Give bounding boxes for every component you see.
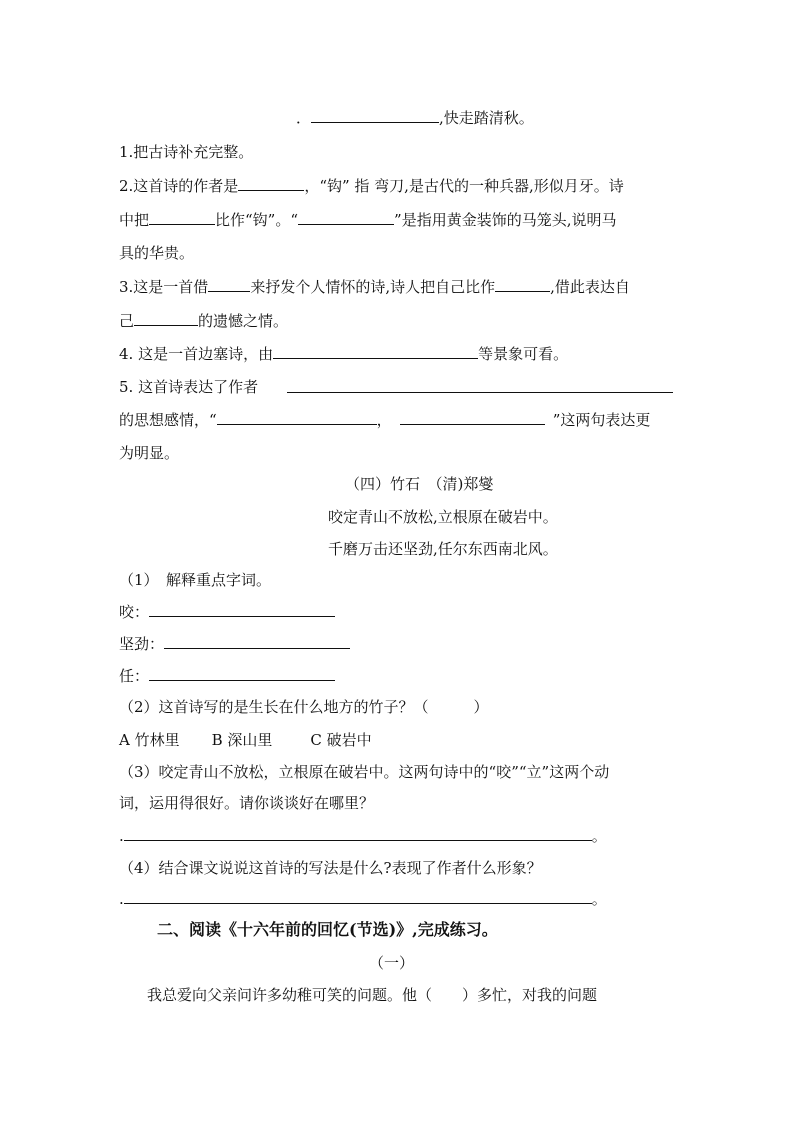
poem-line-1: 咬定青山不放松,立根原在破岩中。 (328, 508, 558, 526)
question-1: 1.把古诗补充完整。 (119, 143, 254, 161)
question-4: 4. 这是一首边塞诗，由 等景象可看。 (119, 345, 569, 363)
question-3: 3.这是一首借 来抒发个人情怀的诗,诗人把自己比作 ,借此表达自 (119, 278, 630, 296)
word-yao: 咬： (119, 602, 335, 622)
blank[interactable] (217, 410, 377, 425)
sub-question-2: （2）这首诗写的是生长在什么地方的竹子？（ ） (119, 698, 489, 716)
blank[interactable] (298, 210, 394, 225)
question-2-cont: 中把 比作“钩”。“ ”是指用黄金装饰的马笼头,说明马 (119, 211, 617, 229)
blank[interactable] (149, 602, 335, 617)
blank[interactable] (238, 176, 304, 191)
blank[interactable] (164, 634, 350, 649)
choice-b[interactable]: B 深山里 (211, 731, 273, 749)
passage-text: 我总爱向父亲问许多幼稚可笑的问题。他（ ）多忙，对我的问题 (147, 986, 598, 1004)
passage-number: （一） (369, 954, 415, 972)
blank[interactable] (124, 826, 592, 841)
blank[interactable] (400, 410, 545, 425)
question-5-end: 为明显。 (119, 444, 180, 462)
sub-question-1: （1） 解释重点字词。 (119, 571, 272, 589)
answer-line-4: . 。 (119, 890, 607, 908)
choice-options (119, 730, 372, 750)
blank[interactable] (134, 311, 198, 326)
blank[interactable] (124, 889, 592, 904)
choice-a[interactable]: A 竹林里 (119, 731, 180, 749)
word-jianjin: 坚劲： (119, 634, 350, 654)
sub-question-3-cont: 词，运用得很好。请你谈谈好在哪里？ (119, 794, 375, 812)
answer-line-3: . 。 (119, 827, 607, 845)
poem-title: （四）竹石 （清)郑燮 (345, 475, 494, 493)
question-5: 5. 这首诗表达了作者 (119, 378, 259, 396)
section-heading: 二、阅读《十六年前的回忆(节选)》,完成练习。 (157, 920, 498, 939)
word-ren: 任： (119, 666, 335, 686)
sub-question-4: （4）结合课文说说这首诗的写法是什么?表现了作者什么形象？ (119, 859, 542, 877)
sub-question-3: （3）咬定青山不放松，立根原在破岩中。这两句诗中的“咬”“立”这两个动 (119, 763, 610, 781)
blank[interactable] (273, 344, 478, 359)
question-5-cont: 的思想感情，“ ， ”这两句表达更 (119, 411, 651, 429)
blank[interactable] (149, 666, 335, 681)
poem-fill-line: ． ,快走踏清秋。 (296, 109, 534, 127)
poem-line-2: 千磨万击还坚劲,任尔东西南北风。 (328, 540, 558, 558)
question-2-end: 具的华贵。 (119, 244, 195, 262)
choice-c[interactable]: C 破岩中 (310, 731, 372, 749)
blank[interactable] (311, 108, 439, 123)
blank[interactable] (287, 377, 673, 393)
blank[interactable] (495, 277, 550, 292)
blank[interactable] (149, 210, 215, 225)
blank[interactable] (208, 277, 250, 292)
question-3-cont: 己 的遗憾之情。 (119, 312, 289, 330)
question-2: 2.这首诗的作者是 ，“钩” 指 弯刀,是古代的一种兵器,形似月牙。诗 (119, 177, 624, 195)
